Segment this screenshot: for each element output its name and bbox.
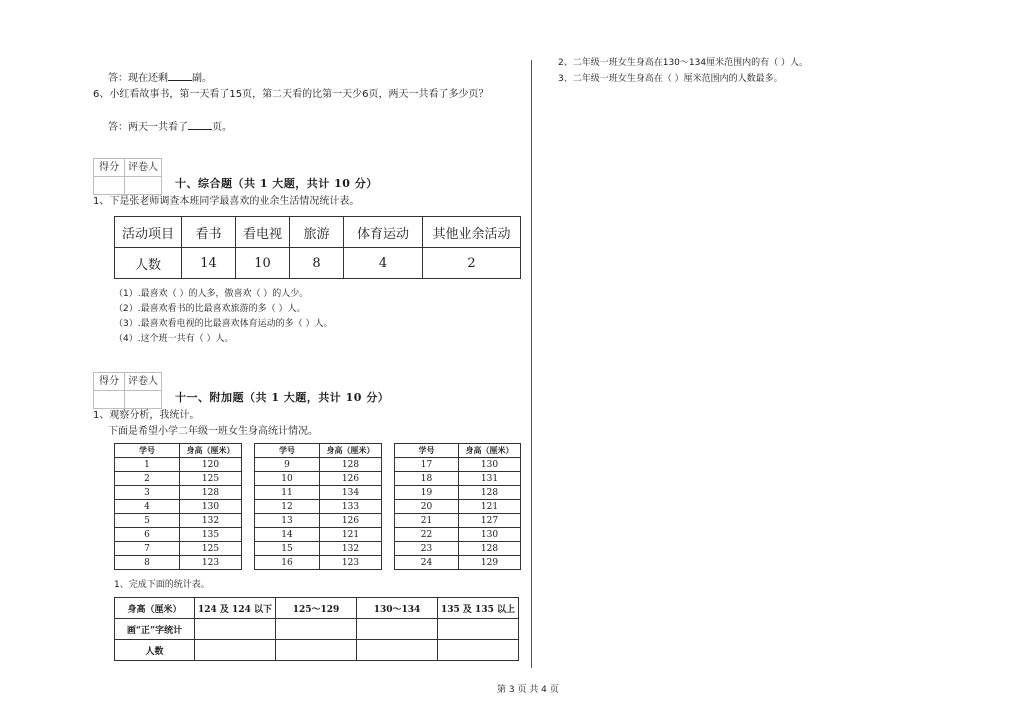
stats-row-label: 人数 [115, 640, 195, 661]
student-height: 129 [459, 556, 521, 570]
answer-q6-prefix: 答：两天一共看了 [108, 122, 188, 133]
height-table-2 [254, 443, 382, 570]
question-6: 6、小红看故事书，第一天看了15页，第二天看的比第一天少6页，两天一共看了多少页？ [93, 89, 489, 100]
height-header-value: 身高（厘米） [459, 444, 521, 458]
student-id: 20 [395, 500, 459, 514]
student-id: 23 [395, 542, 459, 556]
stats-row-label: 画“正”字统计 [115, 619, 195, 640]
student-id: 8 [115, 556, 180, 570]
answer-q6 [108, 120, 232, 134]
student-id: 19 [395, 486, 459, 500]
student-id: 10 [255, 472, 320, 486]
activity-cell: 2 [423, 248, 521, 279]
student-id: 13 [255, 514, 320, 528]
stats-blank-cell[interactable] [438, 640, 519, 661]
student-id: 6 [115, 528, 180, 542]
student-id: 5 [115, 514, 180, 528]
student-height: 123 [180, 556, 242, 570]
student-id: 7 [115, 542, 180, 556]
student-height: 134 [320, 486, 382, 500]
answer-remaining-prefix: 答：现在还剩 [108, 73, 168, 84]
student-id: 3 [115, 486, 180, 500]
student-id: 21 [395, 514, 459, 528]
stats-blank-cell[interactable] [276, 619, 357, 640]
student-id: 12 [255, 500, 320, 514]
section-10-title: 十、综合题（共 1 大题，共计 10 分） [175, 177, 378, 190]
student-height: 126 [320, 514, 382, 528]
height-header-value: 身高（厘米） [320, 444, 382, 458]
activity-cell: 10 [236, 248, 290, 279]
activity-header-cell: 旅游 [290, 217, 344, 248]
score-blank [94, 391, 125, 408]
student-height: 123 [320, 556, 382, 570]
answer-q6-suffix: 页。 [212, 122, 232, 133]
stats-header-cell: 125～129 [276, 598, 357, 619]
score-box-sec10 [93, 158, 162, 195]
score-blank [94, 177, 125, 194]
sub-question-2: （2）.最喜欢看书的比最喜欢旅游的多（ ）人。 [114, 304, 306, 314]
student-height: 128 [459, 486, 521, 500]
student-height: 128 [459, 542, 521, 556]
activity-header-cell: 体育运动 [344, 217, 423, 248]
answer-remaining [108, 71, 212, 85]
section-11-title: 十一、附加题（共 1 大题，共计 10 分） [175, 391, 390, 404]
grader-label: 评卷人 [128, 376, 158, 387]
student-id: 11 [255, 486, 320, 500]
stats-blank-cell[interactable] [195, 640, 276, 661]
height-header-id: 学号 [395, 444, 459, 458]
student-height: 132 [180, 514, 242, 528]
score-label: 得分 [94, 373, 125, 390]
student-id: 24 [395, 556, 459, 570]
activity-table [114, 216, 521, 279]
student-id: 14 [255, 528, 320, 542]
activity-header-cell: 看书 [182, 217, 236, 248]
activity-cell: 4 [344, 248, 423, 279]
student-id: 1 [115, 458, 180, 472]
grader-blank [125, 391, 161, 408]
column-divider [531, 60, 532, 668]
activity-cell: 14 [182, 248, 236, 279]
stats-header-cell: 身高（厘米） [115, 598, 195, 619]
height-table-3 [394, 443, 521, 570]
score-label: 得分 [94, 159, 125, 176]
question-3: 3、二年级一班女生身高在（ ）厘米范围内的人数最多。 [558, 74, 783, 84]
student-id: 22 [395, 528, 459, 542]
student-height: 130 [459, 458, 521, 472]
stats-header-cell: 135 及 135 以上 [438, 598, 519, 619]
activity-count-row [115, 248, 521, 279]
score-box-sec11 [93, 372, 162, 409]
activity-header-cell: 看电视 [236, 217, 290, 248]
stats-blank-cell[interactable] [357, 619, 438, 640]
section-11-question-1: 1、观察分析，我统计。 [93, 410, 200, 421]
student-height: 128 [180, 486, 242, 500]
page-footer: 第 3 页 共 4 页 [497, 685, 559, 695]
student-height: 121 [459, 500, 521, 514]
activity-header-row [115, 217, 521, 248]
stats-table [114, 597, 519, 661]
student-height: 132 [320, 542, 382, 556]
student-height: 125 [180, 542, 242, 556]
answer-blank [168, 71, 192, 81]
student-height: 135 [180, 528, 242, 542]
student-height: 133 [320, 500, 382, 514]
student-height: 131 [459, 472, 521, 486]
sub-question-1: （1）.最喜欢（ ）的人多，傲喜欢（ ）的人少。 [114, 289, 309, 299]
height-header-value: 身高（厘米） [180, 444, 242, 458]
complete-question: 1、完成下面的统计表。 [114, 580, 210, 590]
activity-cell: 8 [290, 248, 344, 279]
student-height: 120 [180, 458, 242, 472]
question-2: 2、二年级一班女生身高在130～134厘米范围内的有（ ）人。 [558, 58, 808, 68]
height-table-1 [114, 443, 242, 570]
stats-blank-cell[interactable] [438, 619, 519, 640]
student-height: 127 [459, 514, 521, 528]
grader-label: 评卷人 [128, 162, 158, 173]
answer-remaining-suffix: 副。 [192, 73, 212, 84]
section-10-question-1: 1、下是张老师调查本班同学最喜欢的业余生活情况统计表。 [93, 196, 360, 207]
student-height: 121 [320, 528, 382, 542]
student-id: 17 [395, 458, 459, 472]
stats-header-cell: 124 及 124 以下 [195, 598, 276, 619]
stats-blank-cell[interactable] [195, 619, 276, 640]
student-id: 16 [255, 556, 320, 570]
student-id: 18 [395, 472, 459, 486]
activity-header-cell: 活动项目 [115, 217, 182, 248]
stats-blank-cell[interactable] [276, 640, 357, 661]
sub-question-4: （4）.这个班一共有（ ）人。 [114, 334, 234, 344]
activity-cell: 人数 [115, 248, 182, 279]
student-id: 2 [115, 472, 180, 486]
student-height: 126 [320, 472, 382, 486]
student-id: 15 [255, 542, 320, 556]
student-height: 130 [180, 500, 242, 514]
section-11-intro: 下面是希望小学二年级一班女生身高统计情况。 [108, 426, 318, 437]
student-id: 9 [255, 458, 320, 472]
stats-blank-cell[interactable] [357, 640, 438, 661]
height-header-id: 学号 [255, 444, 320, 458]
student-height: 128 [320, 458, 382, 472]
height-header-id: 学号 [115, 444, 180, 458]
student-id: 4 [115, 500, 180, 514]
grader-blank [125, 177, 161, 194]
answer-blank [188, 120, 212, 130]
sub-question-3: （3）.最喜欢看电视的比最喜欢体育运动的多（ ）人。 [114, 319, 333, 329]
student-height: 125 [180, 472, 242, 486]
stats-header-cell: 130～134 [357, 598, 438, 619]
activity-header-cell: 其他业余活动 [423, 217, 521, 248]
student-height: 130 [459, 528, 521, 542]
